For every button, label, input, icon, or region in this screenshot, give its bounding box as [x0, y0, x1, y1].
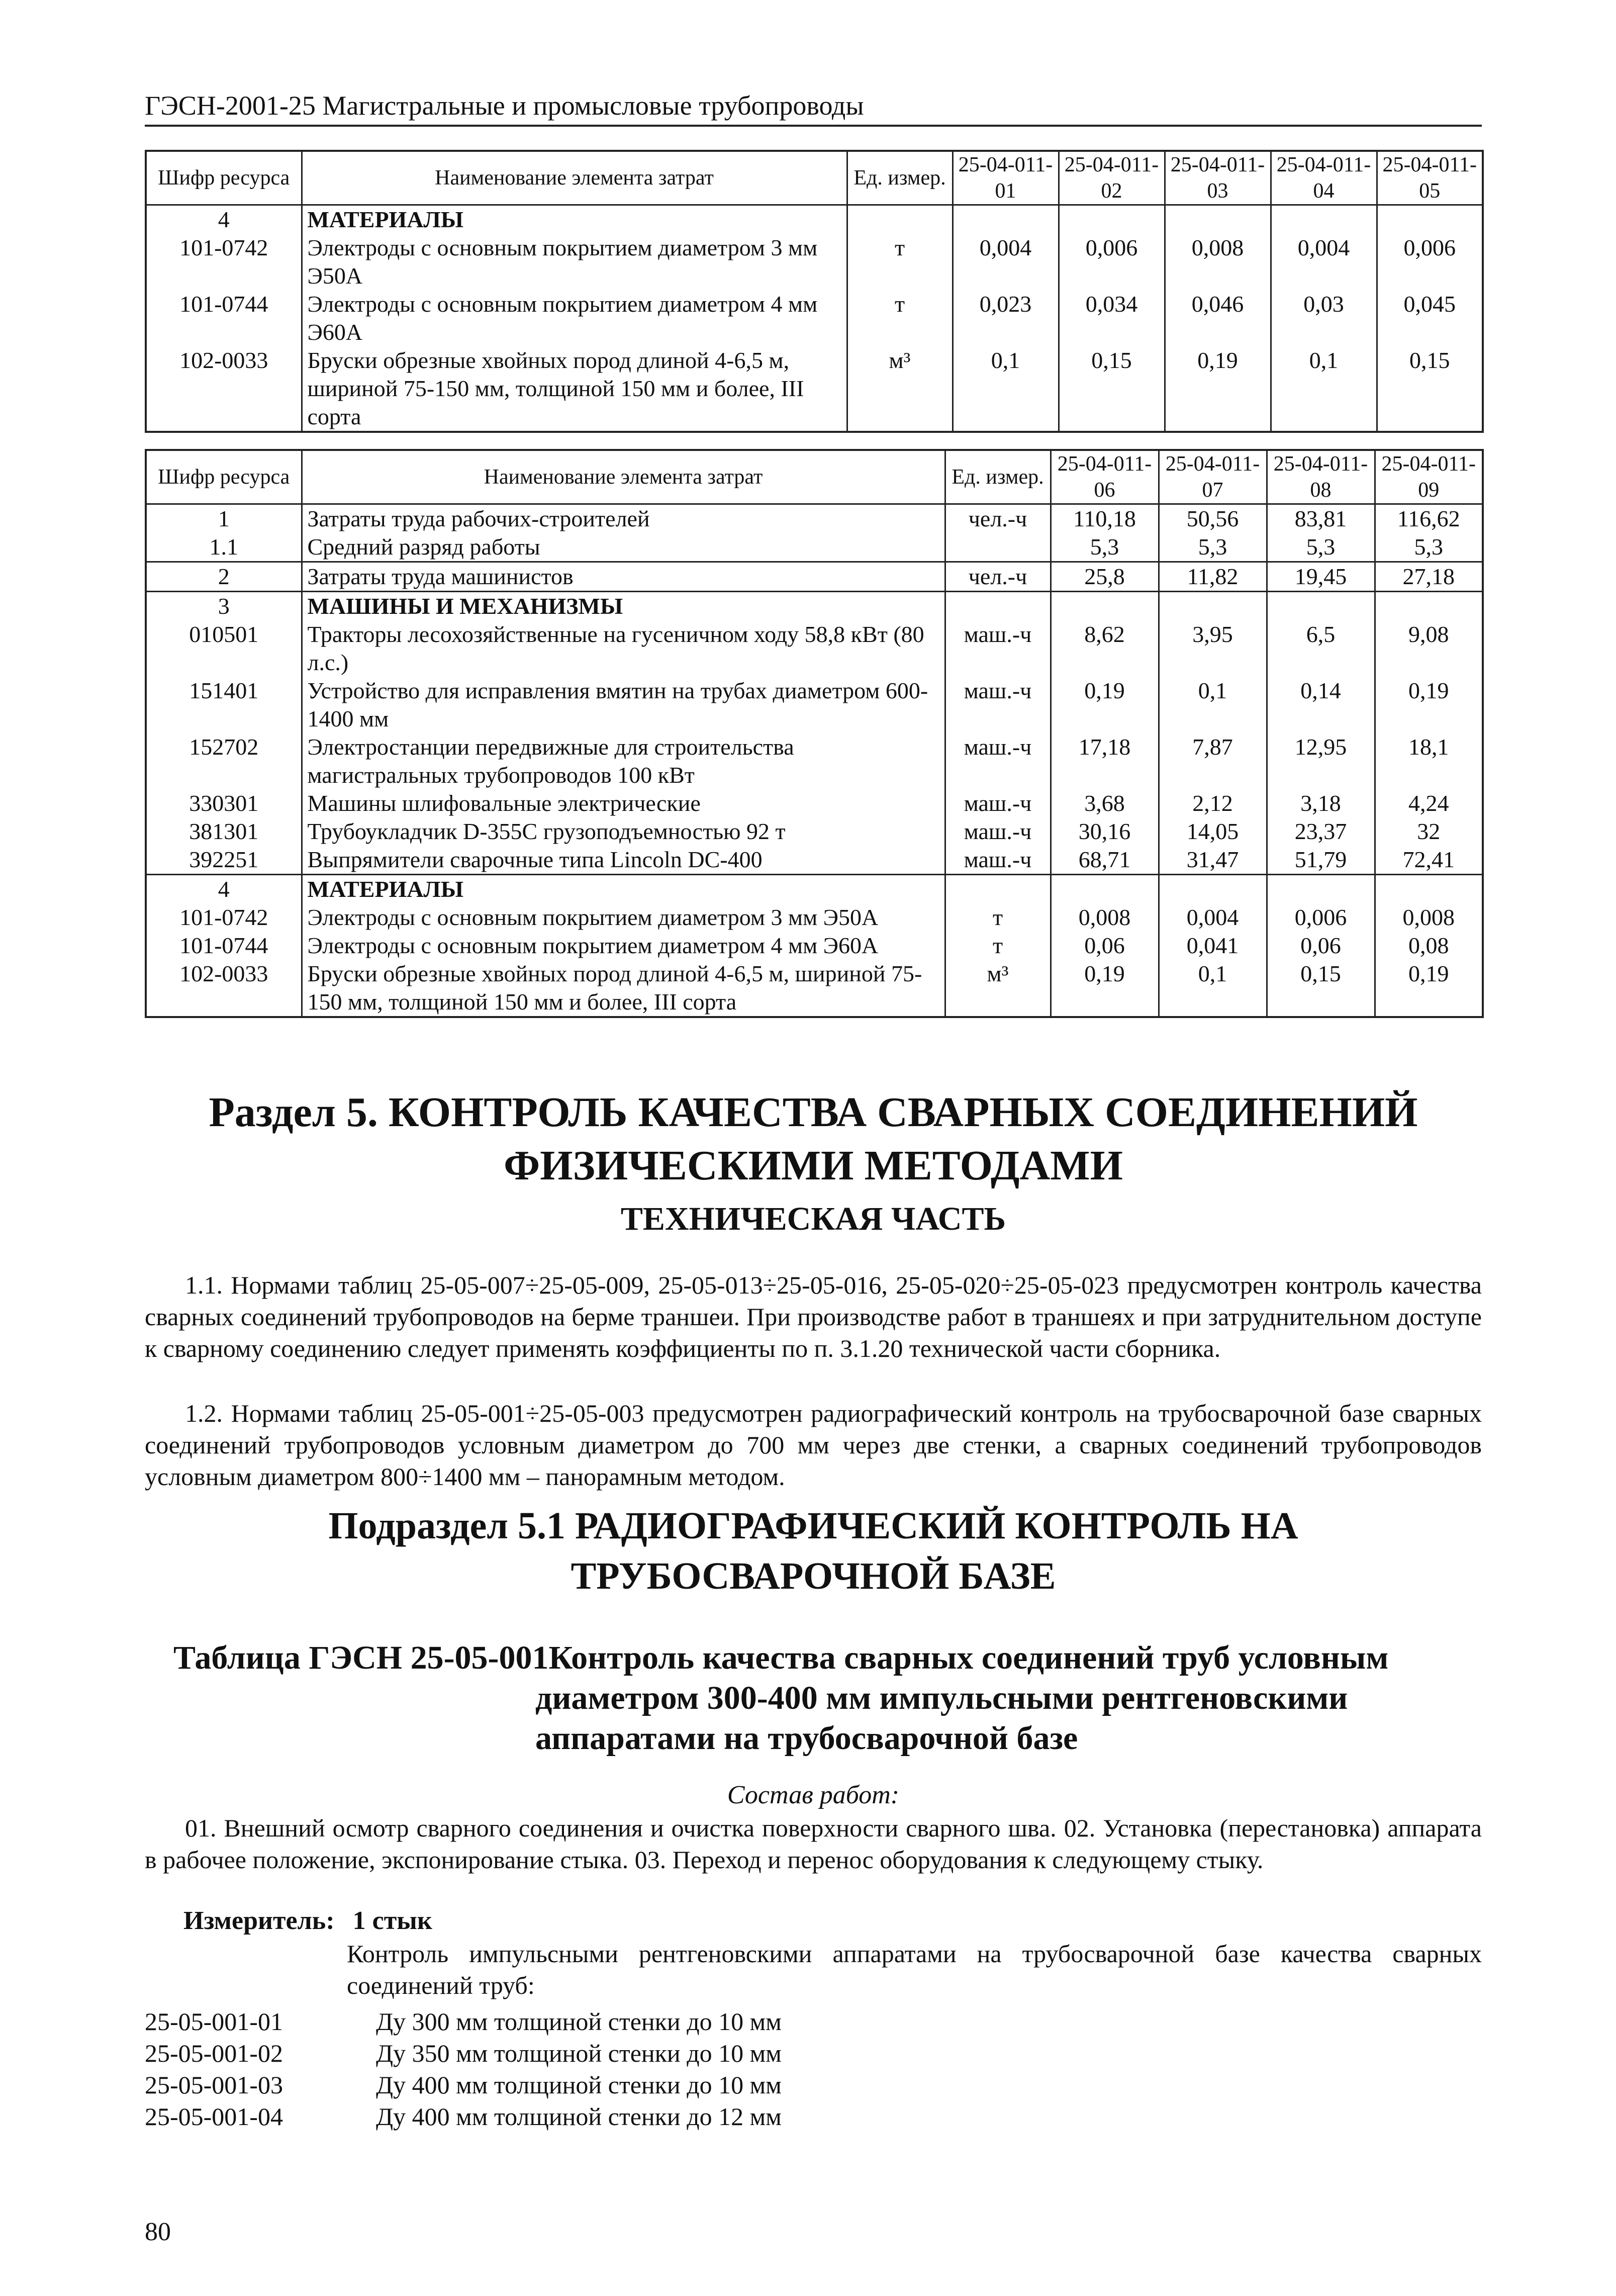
resource-name-cell: Затраты труда рабочих-строителей	[302, 504, 945, 533]
table-row	[146, 533, 1483, 562]
value-cell: 0,08	[1408, 933, 1449, 958]
resource-code-cell: 102-0033	[146, 346, 302, 432]
value-cell: 0,19	[1051, 677, 1159, 733]
table-title-lead: Таблица ГЭСН 25-05-001	[173, 1639, 549, 1676]
value-cell: 0,006	[1267, 903, 1375, 932]
column-header: 25-04-011-07	[1159, 450, 1267, 504]
unit-cell: м³	[945, 960, 1051, 1017]
table-row	[146, 903, 1483, 932]
resource-name-cell: Устройство для исправления вмятин на трубах диаметром 600-1400 мм	[302, 677, 945, 733]
value-cell: 30,16	[1051, 817, 1159, 846]
unit-cell: маш.-ч	[945, 846, 1051, 875]
value-cell: 0,006	[1403, 235, 1456, 260]
resource-name-cell: Выпрямители сварочные типа Lincoln DC-400	[302, 846, 945, 875]
value-cell: 9,08	[1408, 621, 1449, 647]
unit-cell: маш.-ч	[945, 789, 1051, 817]
table-header-row	[146, 450, 1483, 504]
value-cell: 12,95	[1267, 733, 1375, 789]
value-cell: 0,004	[953, 234, 1059, 290]
norm-item	[145, 2006, 782, 2038]
norm-text: Ду 350 мм толщиной стенки до 10 мм	[376, 2039, 782, 2067]
table-row	[146, 290, 1483, 346]
column-header: 25-04-011-08	[1267, 450, 1375, 504]
paragraph-text: 01. Внешний осмотр сварного соединения и очистка поверхности сварного шва. 02. Установка (перестановка) аппарата в рабочее положение, экспонирование стыка. 03. Переход и перенос оборудования к следующему стыку.	[145, 1814, 1482, 1874]
table-row	[146, 346, 1483, 432]
table-body	[146, 504, 1483, 1018]
table-row	[146, 789, 1483, 817]
column-header: 25-04-011-03	[1165, 151, 1271, 205]
resource-name-cell: МАТЕРИАЛЫ	[302, 205, 847, 234]
norm-code: 25-05-001-03	[145, 2071, 283, 2099]
value-cell: 83,81	[1267, 504, 1375, 533]
value-cell: 2,12	[1159, 789, 1267, 817]
value-cell	[1267, 592, 1375, 621]
resource-code-cell: 151401	[146, 677, 302, 733]
composition-label: Состав работ:	[727, 1781, 900, 1809]
value-cell	[1267, 875, 1375, 904]
value-cell: 3,95	[1159, 620, 1267, 677]
resource-name-cell: МАТЕРИАЛЫ	[302, 875, 945, 904]
value-cell: 4,24	[1408, 790, 1449, 816]
paragraph-text: 1.1. Нормами таблиц 25-05-007÷25-05-009, 25-05-013÷25-05-016, 25-05-020÷25-05-023 предусмотрен контроль качества сварных соединений трубопроводов на берме траншеи. При производстве работ в траншеях и при затруднительном доступе к сварному соединению следует применять коэффициенты по п. 3.1.20 технической части сборника.	[145, 1271, 1482, 1362]
resource-name-cell: Электроды с основным покрытием диаметром 4 мм Э60А	[302, 932, 945, 960]
value-cell: 116,62	[1397, 506, 1460, 531]
resource-code-cell: 152702	[146, 733, 302, 789]
value-cell: 0,19	[1051, 960, 1159, 1017]
value-cell: 0,06	[1051, 932, 1159, 960]
value-cell: 0,023	[953, 290, 1059, 346]
value-cell: 0,15	[1267, 960, 1375, 1017]
resource-name-cell: Бруски обрезные хвойных пород длиной 4-6,5 м, шириной 75-150 мм, толщиной 150 мм и более, III сорта	[302, 346, 847, 432]
value-cell: 0,03	[1271, 290, 1377, 346]
resource-name-cell: Электростанции передвижные для строительства магистральных трубопроводов 100 кВт	[302, 733, 945, 789]
unit-cell: чел.-ч	[945, 562, 1051, 592]
resource-name-cell: Электроды с основным покрытием диаметром 4 мм Э60А	[302, 290, 847, 346]
value-cell: 0,046	[1165, 290, 1271, 346]
column-header: 25-04-011-06	[1051, 450, 1159, 504]
value-cell: 0,008	[1402, 904, 1455, 930]
table-row	[146, 205, 1483, 234]
resource-code-cell: 1.1	[146, 533, 302, 562]
table-row	[146, 562, 1483, 592]
value-cell: 68,71	[1051, 846, 1159, 875]
value-cell: 19,45	[1267, 562, 1375, 592]
resource-name-cell: Тракторы лесохозяйственные на гусеничном ходу 58,8 кВт (80 л.с.)	[302, 620, 945, 677]
table-title-text: Контроль качества сварных соединений труб условным диаметром 300-400 мм импульсными рентгеновскими аппаратами на трубосварочной базе	[535, 1639, 1389, 1757]
resource-code-cell: 3	[146, 592, 302, 621]
norm-code: 25-05-001-02	[145, 2039, 283, 2067]
column-header: 25-04-011-09	[1375, 450, 1483, 504]
unit-cell: маш.-ч	[945, 677, 1051, 733]
resource-code-cell: 101-0742	[146, 903, 302, 932]
resource-name-cell: Средний разряд работы	[302, 533, 945, 562]
value-cell	[1375, 875, 1483, 904]
resource-code-cell: 392251	[146, 846, 302, 875]
resource-name-cell: Машины шлифовальные электрические	[302, 789, 945, 817]
value-cell: 27,18	[1375, 562, 1483, 592]
unit-cell: т	[945, 903, 1051, 932]
value-cell	[1051, 875, 1159, 904]
norm-code: 25-05-001-04	[145, 2102, 283, 2131]
value-cell: 14,05	[1159, 817, 1267, 846]
value-cell: 72,41	[1375, 846, 1483, 875]
norm-text: Ду 400 мм толщиной стенки до 10 мм	[376, 2071, 782, 2099]
value-cell	[953, 205, 1059, 234]
value-cell: 0,034	[1059, 290, 1165, 346]
value-cell: 11,82	[1159, 562, 1267, 592]
work-description: Контроль импульсными рентгеновскими аппаратами на трубосварочной базе качества сварных соединений труб:	[347, 1940, 1482, 1999]
value-cell: 50,56	[1159, 504, 1267, 533]
unit-cell: м³	[847, 346, 953, 432]
norm-text: Ду 300 мм толщиной стенки до 10 мм	[376, 2007, 782, 2036]
resource-name-cell: Электроды с основным покрытием диаметром 3 мм Э50А	[302, 234, 847, 290]
resource-code-cell: 330301	[146, 789, 302, 817]
unit-cell	[945, 592, 1051, 621]
value-cell	[1165, 205, 1271, 234]
norm-code: 25-05-001-01	[145, 2007, 283, 2036]
table-row	[146, 817, 1483, 846]
value-cell: 3,68	[1051, 789, 1159, 817]
paragraph	[145, 1398, 1482, 1493]
column-header: Ед. измер.	[847, 151, 953, 205]
value-cell: 18,1	[1408, 734, 1449, 760]
value-cell: 5,3	[1159, 533, 1267, 562]
value-cell: 0,1	[1159, 960, 1267, 1017]
resource-name-cell: Трубоукладчик D-355C грузоподъемностью 92 т	[302, 817, 945, 846]
resource-code-cell: 101-0744	[146, 290, 302, 346]
resource-code-cell: 101-0744	[146, 932, 302, 960]
table-row	[146, 733, 1483, 789]
value-cell: 3,18	[1267, 789, 1375, 817]
value-cell	[1377, 205, 1483, 234]
table-row	[146, 592, 1483, 621]
value-cell: 0,008	[1165, 234, 1271, 290]
resource-code-cell: 102-0033	[146, 960, 302, 1017]
column-header: Шифр ресурса	[146, 151, 302, 205]
unit-cell	[945, 533, 1051, 562]
table-row	[146, 504, 1483, 533]
value-cell: 0,008	[1051, 903, 1159, 932]
resource-code-cell: 010501	[146, 620, 302, 677]
table-body	[146, 205, 1483, 432]
resource-code-cell: 4	[146, 875, 302, 904]
resource-table-2	[145, 449, 1484, 1018]
resource-table-1	[145, 150, 1484, 433]
column-header: Наименование элемента затрат	[302, 450, 945, 504]
value-cell: 0,1	[1159, 677, 1267, 733]
value-cell: 5,3	[1051, 533, 1159, 562]
value-cell	[1375, 592, 1483, 621]
value-cell: 32	[1417, 818, 1441, 844]
value-cell: 110,18	[1051, 504, 1159, 533]
value-cell: 0,14	[1267, 677, 1375, 733]
resource-code-cell: 101-0742	[146, 234, 302, 290]
unit-cell: маш.-ч	[945, 620, 1051, 677]
norm-item	[145, 2101, 782, 2133]
value-cell	[1271, 205, 1377, 234]
running-header: ГЭСН-2001-25 Магистральные и промысловые трубопроводы	[145, 89, 1482, 127]
table-row	[146, 932, 1483, 960]
norm-item	[145, 2038, 782, 2069]
value-cell: 23,37	[1267, 817, 1375, 846]
subsection-title: Подраздел 5.1 РАДИОГРАФИЧЕСКИЙ КОНТРОЛЬ НА ТРУБОСВАРОЧНОЙ БАЗЕ	[328, 1505, 1298, 1597]
table-header-row	[146, 151, 1483, 205]
table-row	[146, 875, 1483, 904]
value-cell: 0,19	[1165, 346, 1271, 432]
table-row	[146, 677, 1483, 733]
page-number: 80	[145, 2218, 171, 2246]
value-cell: 0,004	[1159, 903, 1267, 932]
value-cell	[1051, 592, 1159, 621]
value-cell: 25,8	[1051, 562, 1159, 592]
paragraph-text: 1.2. Нормами таблиц 25-05-001÷25-05-003 предусмотрен радиографический контроль на трубосварочной базе сварных соединений трубопроводов условным диаметром до 700 мм через две стенки, а сварных соединений трубопроводов условным диаметром 800÷1400 мм – панорамным методом.	[145, 1399, 1482, 1491]
table-row	[146, 960, 1483, 1017]
value-cell: 5,3	[1267, 533, 1375, 562]
unit-cell: т	[847, 234, 953, 290]
meter-label: Измеритель:	[183, 1906, 335, 1935]
value-cell: 6,5	[1267, 620, 1375, 677]
unit-cell: маш.-ч	[945, 733, 1051, 789]
resource-name-cell: МАШИНЫ И МЕХАНИЗМЫ	[302, 592, 945, 621]
value-cell: 0,004	[1271, 234, 1377, 290]
table-row	[146, 620, 1483, 677]
resource-name-cell: Затраты труда машинистов	[302, 562, 945, 592]
unit-cell	[847, 205, 953, 234]
value-cell: 0,006	[1059, 234, 1165, 290]
norm-text: Ду 400 мм толщиной стенки до 12 мм	[376, 2102, 782, 2131]
unit-cell: т	[945, 932, 1051, 960]
column-header: Шифр ресурса	[146, 450, 302, 504]
norm-item	[145, 2069, 782, 2101]
column-header: 25-04-011-04	[1271, 151, 1377, 205]
technical-part-title: ТЕХНИЧЕСКАЯ ЧАСТЬ	[620, 1201, 1006, 1237]
table-row	[146, 234, 1483, 290]
value-cell: 0,045	[1403, 291, 1456, 317]
value-cell: 17,18	[1051, 733, 1159, 789]
resource-name-cell: Электроды с основным покрытием диаметром 3 мм Э50А	[302, 903, 945, 932]
value-cell: 0,06	[1267, 932, 1375, 960]
value-cell: 31,47	[1159, 846, 1267, 875]
table-title	[173, 1638, 1485, 1759]
resource-name-cell: Бруски обрезные хвойных пород длиной 4-6,5 м, шириной 75-150 мм, толщиной 150 мм и более, III сорта	[302, 960, 945, 1017]
resource-code-cell: 2	[146, 562, 302, 592]
section-title: Раздел 5. КОНТРОЛЬ КАЧЕСТВА СВАРНЫХ СОЕДИНЕНИЙ ФИЗИЧЕСКИМИ МЕТОДАМИ	[209, 1089, 1418, 1189]
value-cell: 5,3	[1375, 533, 1483, 562]
resource-code-cell: 381301	[146, 817, 302, 846]
value-cell: 7,87	[1159, 733, 1267, 789]
column-header: Ед. измер.	[945, 450, 1051, 504]
value-cell: 0,15	[1059, 346, 1165, 432]
value-cell	[1059, 205, 1165, 234]
value-cell: 51,79	[1267, 846, 1375, 875]
column-header: Наименование элемента затрат	[302, 151, 847, 205]
value-cell: 8,62	[1051, 620, 1159, 677]
column-header: 25-04-011-01	[953, 151, 1059, 205]
resource-code-cell: 1	[146, 504, 302, 533]
table-row	[146, 846, 1483, 875]
resource-code-cell: 4	[146, 205, 302, 234]
value-cell: 0,1	[1271, 346, 1377, 432]
value-cell	[1159, 875, 1267, 904]
unit-cell	[945, 875, 1051, 904]
unit-cell: маш.-ч	[945, 817, 1051, 846]
value-cell: 0,041	[1159, 932, 1267, 960]
value-cell: 0,19	[1408, 961, 1449, 986]
value-cell: 0,19	[1408, 678, 1449, 703]
value-cell	[1159, 592, 1267, 621]
unit-cell: т	[847, 290, 953, 346]
value-cell: 0,1	[953, 346, 1059, 432]
meter-line	[183, 1905, 432, 1937]
composition-text	[145, 1812, 1482, 1876]
unit-cell: чел.-ч	[945, 504, 1051, 533]
column-header: 25-04-011-05	[1377, 151, 1483, 205]
value-cell: 0,15	[1409, 347, 1450, 373]
meter-value: 1 стык	[352, 1906, 432, 1935]
column-header: 25-04-011-02	[1059, 151, 1165, 205]
paragraph	[145, 1269, 1482, 1364]
